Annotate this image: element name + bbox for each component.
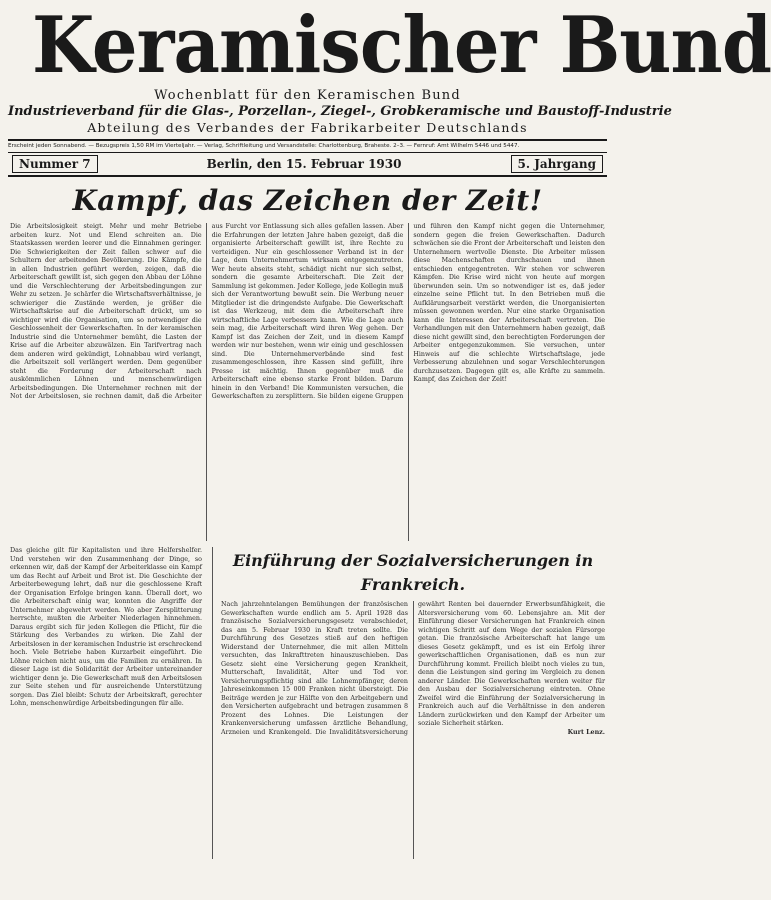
publication-info-line: Erscheint jeden Sonnabend. — Bezugspreis 1,50 RM im Vierteljahr. — Verlag, Schriftleitung und Versandstelle: Charlottenburg, Braheste. 2–3. — Fernruf: Amt Wilhelm 5446 und 5447. [8,139,607,153]
issue-number: Nummer 7 [12,155,98,173]
masthead-industry-line: Industrieverband für die Glas-, Porzellan-, Ziegel-, Grobkeramische und Baustoff-Industrie [8,104,672,119]
article-social-insurance [212,547,605,859]
article-social-insurance-body [221,601,605,859]
lower-section [8,547,607,859]
article-main-body: Die Arbeitslosigkeit steigt. Mehr und mehr Betriebe arbeiten kurz. Not und Elend schreiten an. Die Staatskassen werden leerer und die Einnahmen geringer. Die Schwierigkeiten der Zeit fallen schwer auf die Schultern der arbeitenden Bevölkerung. Die Kämpfe, die in allen Industrien geführt werden, zeigen, daß die Arbeiterschaft gewillt ist, sich gegen den Abbau der Löhne und die Verschlechterung der Arbeitsbedingungen zur Wehr zu setzen. Je schärfer die Wirtschaftsverhältnisse, je schwieriger die Zustände werden, je größer die Wirtschaftskrise auf die Arbeiterschaft drückt, um so wichtiger wird die Organisation, um so notwendiger die Geschlossenheit der Gewerkschaften. In der keramischen Industrie sind die Unternehmer bemüht, die Lasten der Krise auf die Arbeiter abzuwälzen. Ein Tarifvertrag nach dem anderen wird gekündigt, Lohnabbau wird verlangt, die Arbeitszeit soll verlängert werden. Dem gegenüber steht die Forderung der Arbeiterschaft nach auskömmlichen Löhnen und menschenwürdigen Arbeitsbedingungen. Die Unternehmer rechnen mit der Not der Arbeitslosen, sie rechnen damit, daß die Arbeiter aus Furcht vor Entlassung sich alles gefallen lassen. Aber die Erfahrungen der letzten Jahre haben gezeigt, daß die organisierte Arbeiterschaft gewillt ist, ihre Rechte zu verteidigen. Nur ein geschlossener Verband ist in der Lage, dem Unternehmertum wirksam entgegenzutreten. Wer heute abseits steht, schädigt nicht nur sich selbst, sondern die gesamte Arbeiterschaft. Die Zeit der Sammlung ist gekommen. Jeder Kollege, jede Kollegin muß sich der Verantwortung bewußt sein. Die Werbung neuer Mitglieder ist die dringendste Aufgabe. Die Gewerkschaft ist das Werkzeug, mit dem die Arbeiterschaft ihre wirtschaftliche Lage verbessern kann. Wie die Lage auch sein mag, die Arbeiterschaft wird ihren Weg gehen. Der Kampf ist das Zeichen der Zeit, und in diesem Kampf werden wir nur bestehen, wenn wir einig und geschlossen sind. Die Unternehmerverbände sind fest zusammengeschlossen, ihre Kassen sind gefüllt, ihre Presse ist mächtig. Ihnen gegenüber muß die Arbeiterschaft eine ebenso starke Front bilden. Darum hinein in den Verband! Die Kommunisten versuchen, die Gewerkschaften zu zersplittern. Sie bilden eigene Gruppen und führen den Kampf nicht gegen die Unternehmer, sondern gegen die freien Gewerkschaften. Dadurch schwächen sie die Front der Arbeiterschaft und leisten den Unternehmern wertvolle Dienste. Die Arbeiter müssen diese Machenschaften durchschauen und ihnen entschieden entgegentreten. Wir stehen vor schweren Kämpfen. Die Krise wird nicht von heute auf morgen überwunden sein. Um so notwendiger ist es, daß jeder einzelne seine Pflicht tut. In den Betrieben muß die Aufklärungsarbeit verstärkt werden, die Unorganisierten müssen gewonnen werden. Nur eine starke Organisation kann die Interessen der Arbeiterschaft vertreten. Die Verhandlungen mit den Unternehmern haben gezeigt, daß diese nicht gewillt sind, den berechtigten Forderungen der Arbeiter entgegenzukommen. Sie versuchen, unter Hinweis auf die schlechte Wirtschaftslage, jede Verbesserung abzulehnen und sogar Verschlechterungen durchzusetzen. Dagegen gilt es, alle Kräfte zu sammeln. Kampf, das Zeichen der Zeit! [10,223,605,400]
issue-date: Berlin, den 15. Februar 1930 [206,157,402,171]
masthead-association-line: Abteilung des Verbandes der Fabrikarbeiter Deutschlands [87,120,528,135]
article-social-insurance-title: Einführung der Sozialversicherungen in Frankreich. [232,551,594,594]
article-author: Kurt Lenz. [567,728,605,736]
main-headline: Kampf, das Zeichen der Zeit! [72,184,543,217]
article-main-continued: Das gleiche gilt für Kapitalisten und ihre Helfershelfer. Und verstehen wir den Zusammenhang der Dinge, so erkennen wir, daß der Kampf der Arbeiterklasse ein Kampf um das Recht auf Arbeit und Brot ist. Die Geschichte der Arbeiterbewegung lehrt, daß nur die geschlossene Kraft der Organisation Erfolge bringen kann. Überall dort, wo die Arbeiterschaft einig war, konnten die Angriffe der Unternehmer abgewehrt werden. Wo aber Zersplitterung herrschte, mußten die Arbeiter Niederlagen hinnehmen. Daraus ergibt sich für jeden Kollegen die Pflicht, für die Stärkung des Verbandes zu wirken. Die Zahl der Arbeitslosen in der keramischen Industrie ist erschreckend hoch. Viele Betriebe haben Kurzarbeit eingeführt. Die Löhne reichen nicht aus, um die Familien zu ernähren. In dieser Lage ist die Solidarität der Arbeiter untereinander wichtiger denn je. Die Gewerkschaft muß den Arbeitslosen zur Seite stehen und für ausreichende Unterstützung sorgen. Das Ziel bleibt: Schutz der Arbeitskraft, gerechter Lohn, menschenwürdige Arbeitsbedingungen für alle. [10,547,202,707]
issue-volume: 5. Jahrgang [511,155,604,173]
issue-bar [8,153,607,177]
masthead-weekly-line: Wochenblatt für den Keramischen Bund [154,88,461,103]
article-social-insurance-text: Nach jahrzehntelangen Bemühungen der französischen Gewerkschaften wurde endlich am 5. April 1928 das französische Sozialversicherungsgesetz verabschiedet, das am 5. Februar 1930 in Kraft treten sollte. Die Durchführung des Gesetzes stieß auf den heftigen Widerstand der Unternehmer, die mit allen Mitteln versuchten, das Inkrafttreten hinauszuschieben. Das Gesetz sieht eine Versicherung gegen Krankheit, Mutterschaft, Invalidität, Alter und Tod vor. Versicherungspflichtig sind alle Lohnempfänger, deren Jahreseinkommen 15 000 Franken nicht übersteigt. Die Beiträge werden je zur Hälfte von den Arbeitgebern und den Versicherten aufgebracht und betragen zusammen 8 Prozent des Lohnes. Die Leistungen der Krankenversicherung umfassen ärztliche Behandlung, Arzneien und Krankengeld. Die Invaliditätsversicherung gewährt Renten bei dauernder Erwerbsunfähigkeit, die Altersversicherung vom 60. Lebensjahre an. Mit der Einführung dieser Versicherungen hat Frankreich einen wichtigen Schritt auf dem Wege der sozialen Fürsorge getan. Die französische Arbeiterschaft hat lange um dieses Gesetz gekämpft, und es ist ein Erfolg ihrer gewerkschaftlichen Organisationen, daß es nun zur Durchführung kommt. Freilich bleibt noch vieles zu tun, denn die Leistungen sind gering im Vergleich zu denen anderer Länder. Die Gewerkschaften werden weiter für den Ausbau der Sozialversicherung eintreten. Ohne Zweifel wird die Einführung der Sozialversicherung in Frankreich auch auf die Verhältnisse in den anderen Ländern zurückwirken und den Kampf der Arbeiter um soziale Sicherheit stärken. [221,601,605,736]
masthead-title: Keramischer Bund [31,0,771,91]
